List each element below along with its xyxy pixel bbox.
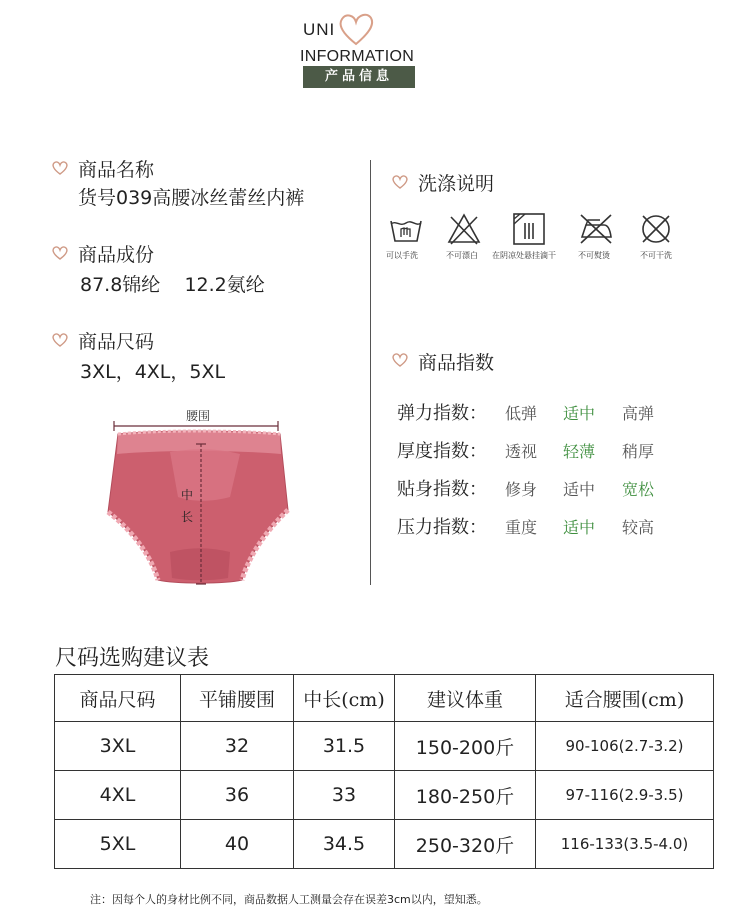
fit-option-loose: 宽松 [622, 480, 655, 499]
cell-fit-waist: 116-133(3.5-4.0) [536, 820, 714, 869]
wash-label-no-dry-clean: 不可干洗 [640, 251, 672, 260]
table-row [55, 771, 714, 820]
waist-label: 腰围 [186, 409, 211, 423]
table-row [55, 820, 714, 869]
elasticity-option-low: 低弹 [505, 404, 538, 423]
cell-size: 5XL [55, 820, 181, 869]
header-cell-size: 商品尺码 [55, 675, 181, 722]
cell-flat-waist: 40 [181, 820, 294, 869]
cell-weight: 250-320斤 [395, 820, 536, 869]
no-dry-clean-icon [638, 211, 674, 247]
thickness-label: 厚度指数： [397, 441, 487, 462]
size-table-header-row [55, 675, 714, 722]
column-divider [370, 160, 371, 585]
cell-length: 33 [294, 771, 395, 820]
measurement-note: 注：因每个人的身材比例不同，商品数据人工测量会存在误差3cm以内，望知悉。 [90, 893, 488, 906]
cell-length: 34.5 [294, 820, 395, 869]
briefs-illustration [100, 402, 295, 592]
cell-weight: 180-250斤 [395, 771, 536, 820]
fit-label: 贴身指数： [397, 479, 487, 500]
cell-size: 3XL [55, 722, 181, 771]
cell-length: 31.5 [294, 722, 395, 771]
heart-bullet-icon [51, 245, 69, 261]
product-name-value: 货号039高腰冰丝蕾丝内裤 [78, 187, 305, 209]
elasticity-option-medium: 适中 [563, 404, 596, 423]
cell-fit-waist: 90-106(2.7-3.2) [536, 722, 714, 771]
wash-title: 洗涤说明 [418, 173, 495, 195]
elasticity-option-high: 高弹 [622, 404, 655, 423]
thickness-option-thick: 稍厚 [622, 442, 655, 461]
header-cell-flat-waist: 平铺腰围 [181, 675, 294, 722]
cell-flat-waist: 36 [181, 771, 294, 820]
fit-option-slim: 修身 [505, 480, 538, 499]
indices-title: 商品指数 [418, 352, 495, 374]
fit-option-medium: 适中 [563, 480, 596, 499]
composition-value: 87.8锦纶 12.2氨纶 [80, 274, 265, 296]
cell-flat-waist: 32 [181, 722, 294, 771]
size-title: 商品尺码 [78, 331, 155, 353]
heart-bullet-icon [391, 174, 409, 190]
pressure-option-high: 较高 [622, 518, 655, 537]
header-cell-weight: 建议体重 [395, 675, 536, 722]
size-table-title: 尺码选购建议表 [55, 646, 210, 671]
heart-bullet-icon [391, 352, 409, 368]
size-table [54, 674, 714, 869]
heart-bullet-icon [51, 332, 69, 348]
cell-weight: 150-200斤 [395, 722, 536, 771]
heart-bullet-icon [51, 160, 69, 176]
header-cell-fit-waist: 适合腰围(cm) [536, 675, 714, 722]
wash-label-no-iron: 不可熨烫 [578, 251, 610, 260]
cell-size: 4XL [55, 771, 181, 820]
wash-label-hand-wash: 可以手洗 [386, 251, 418, 260]
cell-fit-waist: 97-116(2.9-3.5) [536, 771, 714, 820]
hand-wash-icon [388, 211, 424, 247]
brand-uni: UNI [303, 20, 336, 39]
thickness-option-sheer: 透视 [505, 442, 538, 461]
no-iron-icon [578, 211, 614, 247]
no-bleach-icon [446, 211, 482, 247]
thickness-option-thin: 轻薄 [563, 442, 596, 461]
pressure-label: 压力指数： [397, 517, 487, 538]
length-label-1: 中 [181, 488, 194, 502]
product-name-title: 商品名称 [78, 159, 155, 181]
brand-information: INFORMATION [300, 48, 415, 65]
wash-label-no-bleach: 不可漂白 [446, 251, 478, 260]
length-label-2: 长 [181, 510, 194, 524]
shade-dry-icon [511, 211, 547, 247]
pressure-option-heavy: 重度 [505, 518, 538, 537]
pressure-option-medium: 适中 [563, 518, 596, 537]
heart-logo-icon [336, 11, 376, 49]
composition-title: 商品成份 [78, 244, 155, 266]
wash-label-shade-dry: 在阴凉处悬挂滴干 [492, 251, 556, 260]
size-value: 3XL，4XL，5XL [80, 361, 226, 383]
elasticity-label: 弹力指数： [397, 403, 487, 424]
table-row [55, 722, 714, 771]
header-cell-length: 中长(cm) [294, 675, 395, 722]
product-info-badge: 产品信息 [303, 66, 415, 88]
